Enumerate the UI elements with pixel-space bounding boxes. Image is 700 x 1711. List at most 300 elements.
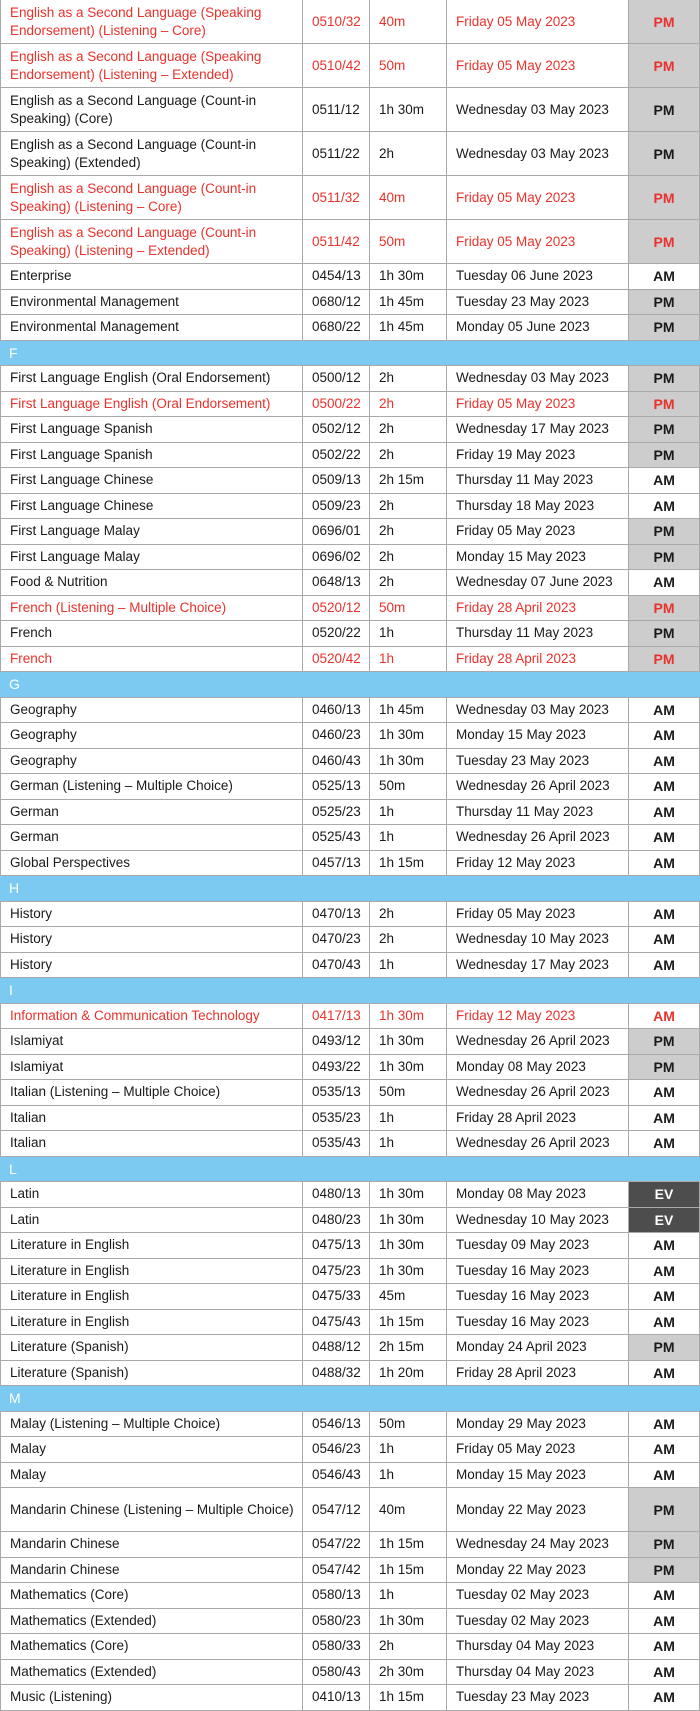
table-row xyxy=(0,88,700,132)
code-cell: 0680/22 xyxy=(303,315,370,340)
subject-cell: Geography xyxy=(0,723,303,748)
code-cell: 0580/13 xyxy=(303,1583,370,1608)
table-row xyxy=(0,519,700,545)
duration-cell: 1h xyxy=(370,825,447,850)
table-row xyxy=(0,1182,700,1208)
table-row xyxy=(0,621,700,647)
date-cell: Monday 08 May 2023 xyxy=(447,1055,629,1080)
subject-cell: First Language Malay xyxy=(0,545,303,570)
date-cell: Tuesday 06 June 2023 xyxy=(447,264,629,289)
duration-cell: 1h 30m xyxy=(370,1208,447,1233)
code-cell: 0460/23 xyxy=(303,723,370,748)
table-row xyxy=(0,1055,700,1081)
table-row xyxy=(0,176,700,220)
session-badge: AM xyxy=(629,570,700,595)
session-badge: PM xyxy=(629,417,700,442)
subject-cell: English as a Second Language (Speaking Endorsement) (Listening – Extended) xyxy=(0,44,303,87)
table-row xyxy=(0,494,700,520)
subject-cell: First Language English (Oral Endorsement) xyxy=(0,366,303,391)
table-row xyxy=(0,290,700,316)
table-row xyxy=(0,1361,700,1387)
table-row xyxy=(0,1583,700,1609)
session-badge: PM xyxy=(629,1532,700,1557)
session-badge: PM xyxy=(629,392,700,417)
session-badge: AM xyxy=(629,927,700,952)
subject-cell: Food & Nutrition xyxy=(0,570,303,595)
subject-cell: French xyxy=(0,621,303,646)
duration-cell: 50m xyxy=(370,220,447,263)
subject-cell: Malay xyxy=(0,1437,303,1462)
table-row xyxy=(0,417,700,443)
code-cell: 0546/23 xyxy=(303,1437,370,1462)
session-badge: AM xyxy=(629,1412,700,1437)
table-row xyxy=(0,1634,700,1660)
date-cell: Tuesday 23 May 2023 xyxy=(447,749,629,774)
subject-cell: Literature in English xyxy=(0,1284,303,1309)
section-header-g: G xyxy=(0,672,700,698)
code-cell: 0525/13 xyxy=(303,774,370,799)
code-cell: 0488/12 xyxy=(303,1335,370,1360)
session-badge: AM xyxy=(629,774,700,799)
date-cell: Wednesday 07 June 2023 xyxy=(447,570,629,595)
code-cell: 0520/12 xyxy=(303,596,370,621)
subject-cell: Geography xyxy=(0,698,303,723)
duration-cell: 2h xyxy=(370,417,447,442)
duration-cell: 40m xyxy=(370,0,447,43)
code-cell: 0520/42 xyxy=(303,647,370,672)
duration-cell: 50m xyxy=(370,774,447,799)
duration-cell: 2h xyxy=(370,902,447,927)
date-cell: Friday 05 May 2023 xyxy=(447,392,629,417)
session-badge: PM xyxy=(629,1488,700,1531)
session-badge: PM xyxy=(629,315,700,340)
duration-cell: 1h xyxy=(370,1131,447,1156)
session-badge: AM xyxy=(629,494,700,519)
code-cell: 0460/13 xyxy=(303,698,370,723)
code-cell: 0493/12 xyxy=(303,1029,370,1054)
session-badge: AM xyxy=(629,1106,700,1131)
duration-cell: 1h 30m xyxy=(370,264,447,289)
table-row xyxy=(0,443,700,469)
code-cell: 0535/13 xyxy=(303,1080,370,1105)
code-cell: 0520/22 xyxy=(303,621,370,646)
duration-cell: 1h xyxy=(370,1583,447,1608)
date-cell: Friday 12 May 2023 xyxy=(447,1004,629,1029)
code-cell: 0509/13 xyxy=(303,468,370,493)
duration-cell: 2h xyxy=(370,927,447,952)
session-badge: AM xyxy=(629,1583,700,1608)
duration-cell: 1h 30m xyxy=(370,749,447,774)
session-badge: PM xyxy=(629,44,700,87)
table-row xyxy=(0,1131,700,1157)
session-badge: AM xyxy=(629,953,700,978)
duration-cell: 1h 45m xyxy=(370,698,447,723)
subject-cell: English as a Second Language (Speaking Endorsement) (Listening – Core) xyxy=(0,0,303,43)
duration-cell: 50m xyxy=(370,1412,447,1437)
duration-cell: 1h xyxy=(370,1463,447,1488)
code-cell: 0696/01 xyxy=(303,519,370,544)
table-row xyxy=(0,315,700,341)
code-cell: 0511/22 xyxy=(303,132,370,175)
date-cell: Friday 28 April 2023 xyxy=(447,1361,629,1386)
date-cell: Monday 15 May 2023 xyxy=(447,545,629,570)
subject-cell: English as a Second Language (Count-in Speaking) (Core) xyxy=(0,88,303,131)
subject-cell: Italian xyxy=(0,1131,303,1156)
duration-cell: 2h xyxy=(370,545,447,570)
subject-cell: Mathematics (Extended) xyxy=(0,1660,303,1685)
date-cell: Thursday 18 May 2023 xyxy=(447,494,629,519)
subject-cell: Information & Communication Technology xyxy=(0,1004,303,1029)
session-badge: AM xyxy=(629,800,700,825)
date-cell: Monday 15 May 2023 xyxy=(447,1463,629,1488)
duration-cell: 1h 30m xyxy=(370,1609,447,1634)
date-cell: Wednesday 26 April 2023 xyxy=(447,774,629,799)
table-row xyxy=(0,927,700,953)
date-cell: Wednesday 26 April 2023 xyxy=(447,1029,629,1054)
session-badge: AM xyxy=(629,1259,700,1284)
duration-cell: 1h 30m xyxy=(370,88,447,131)
subject-cell: Italian (Listening – Multiple Choice) xyxy=(0,1080,303,1105)
date-cell: Tuesday 23 May 2023 xyxy=(447,1685,629,1710)
session-badge: AM xyxy=(629,264,700,289)
subject-cell: Islamiyat xyxy=(0,1029,303,1054)
code-cell: 0546/43 xyxy=(303,1463,370,1488)
subject-cell: First Language Malay xyxy=(0,519,303,544)
code-cell: 0535/23 xyxy=(303,1106,370,1131)
subject-cell: English as a Second Language (Count-in Speaking) (Extended) xyxy=(0,132,303,175)
session-badge: AM xyxy=(629,825,700,850)
duration-cell: 1h 15m xyxy=(370,1310,447,1335)
session-badge: PM xyxy=(629,621,700,646)
date-cell: Friday 05 May 2023 xyxy=(447,519,629,544)
subject-cell: Malay xyxy=(0,1463,303,1488)
subject-cell: Literature (Spanish) xyxy=(0,1335,303,1360)
code-cell: 0500/22 xyxy=(303,392,370,417)
session-badge: PM xyxy=(629,1055,700,1080)
subject-cell: Mandarin Chinese xyxy=(0,1532,303,1557)
table-row xyxy=(0,1412,700,1438)
table-row xyxy=(0,1660,700,1686)
date-cell: Wednesday 17 May 2023 xyxy=(447,953,629,978)
date-cell: Friday 28 April 2023 xyxy=(447,596,629,621)
date-cell: Friday 05 May 2023 xyxy=(447,1437,629,1462)
duration-cell: 2h 15m xyxy=(370,468,447,493)
code-cell: 0580/23 xyxy=(303,1609,370,1634)
table-row xyxy=(0,953,700,979)
table-row xyxy=(0,1609,700,1635)
date-cell: Monday 22 May 2023 xyxy=(447,1558,629,1583)
duration-cell: 1h xyxy=(370,621,447,646)
table-row xyxy=(0,1310,700,1336)
date-cell: Wednesday 03 May 2023 xyxy=(447,698,629,723)
date-cell: Thursday 11 May 2023 xyxy=(447,800,629,825)
date-cell: Tuesday 02 May 2023 xyxy=(447,1583,629,1608)
code-cell: 0546/13 xyxy=(303,1412,370,1437)
date-cell: Wednesday 26 April 2023 xyxy=(447,1080,629,1105)
table-row xyxy=(0,1488,700,1532)
subject-cell: Mandarin Chinese (Listening – Multiple Choice) xyxy=(0,1488,303,1531)
session-badge: PM xyxy=(629,0,700,43)
subject-cell: Geography xyxy=(0,749,303,774)
session-badge: PM xyxy=(629,1558,700,1583)
subject-cell: French (Listening – Multiple Choice) xyxy=(0,596,303,621)
session-badge: AM xyxy=(629,902,700,927)
date-cell: Friday 05 May 2023 xyxy=(447,176,629,219)
subject-cell: First Language Spanish xyxy=(0,417,303,442)
subject-cell: Islamiyat xyxy=(0,1055,303,1080)
session-badge: PM xyxy=(629,519,700,544)
session-badge: PM xyxy=(629,290,700,315)
session-badge: AM xyxy=(629,1233,700,1258)
duration-cell: 2h xyxy=(370,132,447,175)
duration-cell: 2h 30m xyxy=(370,1660,447,1685)
subject-cell: French xyxy=(0,647,303,672)
date-cell: Monday 08 May 2023 xyxy=(447,1182,629,1207)
section-header-m: M xyxy=(0,1386,700,1412)
table-row xyxy=(0,1437,700,1463)
code-cell: 0525/23 xyxy=(303,800,370,825)
date-cell: Wednesday 17 May 2023 xyxy=(447,417,629,442)
date-cell: Thursday 11 May 2023 xyxy=(447,621,629,646)
duration-cell: 1h 30m xyxy=(370,1259,447,1284)
session-badge: AM xyxy=(629,851,700,876)
date-cell: Monday 22 May 2023 xyxy=(447,1488,629,1531)
subject-cell: Music (Listening) xyxy=(0,1685,303,1710)
duration-cell: 2h xyxy=(370,494,447,519)
code-cell: 0547/12 xyxy=(303,1488,370,1531)
code-cell: 0511/42 xyxy=(303,220,370,263)
code-cell: 0509/23 xyxy=(303,494,370,519)
table-row xyxy=(0,44,700,88)
duration-cell: 1h 15m xyxy=(370,1685,447,1710)
code-cell: 0502/12 xyxy=(303,417,370,442)
table-row xyxy=(0,698,700,724)
duration-cell: 50m xyxy=(370,44,447,87)
table-row xyxy=(0,596,700,622)
session-badge: AM xyxy=(629,1131,700,1156)
session-badge: PM xyxy=(629,1029,700,1054)
table-row xyxy=(0,902,700,928)
duration-cell: 1h 15m xyxy=(370,1558,447,1583)
date-cell: Friday 05 May 2023 xyxy=(447,44,629,87)
session-badge: AM xyxy=(629,1361,700,1386)
subject-cell: English as a Second Language (Count-in Speaking) (Listening – Core) xyxy=(0,176,303,219)
code-cell: 0510/32 xyxy=(303,0,370,43)
code-cell: 0696/02 xyxy=(303,545,370,570)
subject-cell: Mathematics (Core) xyxy=(0,1634,303,1659)
duration-cell: 40m xyxy=(370,1488,447,1531)
session-badge: PM xyxy=(629,88,700,131)
code-cell: 0500/12 xyxy=(303,366,370,391)
duration-cell: 1h 15m xyxy=(370,1532,447,1557)
session-badge: AM xyxy=(629,1004,700,1029)
duration-cell: 1h xyxy=(370,647,447,672)
subject-cell: History xyxy=(0,902,303,927)
table-row xyxy=(0,545,700,571)
date-cell: Tuesday 16 May 2023 xyxy=(447,1259,629,1284)
subject-cell: History xyxy=(0,927,303,952)
duration-cell: 1h 20m xyxy=(370,1361,447,1386)
table-row xyxy=(0,1208,700,1234)
subject-cell: Environmental Management xyxy=(0,315,303,340)
session-badge: PM xyxy=(629,443,700,468)
table-row xyxy=(0,264,700,290)
date-cell: Friday 28 April 2023 xyxy=(447,647,629,672)
date-cell: Tuesday 23 May 2023 xyxy=(447,290,629,315)
code-cell: 0511/12 xyxy=(303,88,370,131)
code-cell: 0535/43 xyxy=(303,1131,370,1156)
subject-cell: Literature in English xyxy=(0,1233,303,1258)
date-cell: Thursday 04 May 2023 xyxy=(447,1660,629,1685)
session-badge: AM xyxy=(629,1437,700,1462)
session-badge: AM xyxy=(629,1660,700,1685)
table-row xyxy=(0,774,700,800)
duration-cell: 1h 30m xyxy=(370,1233,447,1258)
code-cell: 0502/22 xyxy=(303,443,370,468)
session-badge: AM xyxy=(629,1080,700,1105)
date-cell: Monday 05 June 2023 xyxy=(447,315,629,340)
session-badge: AM xyxy=(629,1310,700,1335)
table-row xyxy=(0,1004,700,1030)
session-badge: PM xyxy=(629,366,700,391)
subject-cell: Literature in English xyxy=(0,1310,303,1335)
date-cell: Wednesday 03 May 2023 xyxy=(447,366,629,391)
subject-cell: Latin xyxy=(0,1182,303,1207)
code-cell: 0475/33 xyxy=(303,1284,370,1309)
date-cell: Wednesday 03 May 2023 xyxy=(447,88,629,131)
duration-cell: 1h xyxy=(370,1437,447,1462)
duration-cell: 1h 30m xyxy=(370,723,447,748)
table-row xyxy=(0,800,700,826)
table-row xyxy=(0,1233,700,1259)
duration-cell: 1h 15m xyxy=(370,851,447,876)
code-cell: 0680/12 xyxy=(303,290,370,315)
duration-cell: 1h xyxy=(370,1106,447,1131)
table-row xyxy=(0,749,700,775)
subject-cell: German xyxy=(0,825,303,850)
subject-cell: Mathematics (Core) xyxy=(0,1583,303,1608)
duration-cell: 2h xyxy=(370,1634,447,1659)
table-row xyxy=(0,1335,700,1361)
code-cell: 0480/13 xyxy=(303,1182,370,1207)
date-cell: Wednesday 03 May 2023 xyxy=(447,132,629,175)
section-header-l: L xyxy=(0,1157,700,1183)
table-row xyxy=(0,825,700,851)
subject-cell: Mandarin Chinese xyxy=(0,1558,303,1583)
date-cell: Tuesday 16 May 2023 xyxy=(447,1310,629,1335)
duration-cell: 40m xyxy=(370,176,447,219)
table-row xyxy=(0,647,700,673)
subject-cell: Literature in English xyxy=(0,1259,303,1284)
date-cell: Monday 29 May 2023 xyxy=(447,1412,629,1437)
code-cell: 0475/23 xyxy=(303,1259,370,1284)
code-cell: 0510/42 xyxy=(303,44,370,87)
code-cell: 0470/13 xyxy=(303,902,370,927)
session-badge: AM xyxy=(629,723,700,748)
session-badge: AM xyxy=(629,1634,700,1659)
table-row xyxy=(0,1463,700,1489)
date-cell: Monday 24 April 2023 xyxy=(447,1335,629,1360)
duration-cell: 1h 30m xyxy=(370,1029,447,1054)
subject-cell: English as a Second Language (Count-in Speaking) (Listening – Extended) xyxy=(0,220,303,263)
duration-cell: 2h xyxy=(370,366,447,391)
duration-cell: 1h 30m xyxy=(370,1182,447,1207)
subject-cell: First Language Chinese xyxy=(0,468,303,493)
session-badge: AM xyxy=(629,698,700,723)
date-cell: Tuesday 16 May 2023 xyxy=(447,1284,629,1309)
code-cell: 0410/13 xyxy=(303,1685,370,1710)
table-row xyxy=(0,1532,700,1558)
duration-cell: 1h 45m xyxy=(370,315,447,340)
date-cell: Friday 19 May 2023 xyxy=(447,443,629,468)
table-row xyxy=(0,1558,700,1584)
code-cell: 0580/33 xyxy=(303,1634,370,1659)
date-cell: Friday 05 May 2023 xyxy=(447,220,629,263)
duration-cell: 50m xyxy=(370,1080,447,1105)
table-row xyxy=(0,220,700,264)
date-cell: Wednesday 10 May 2023 xyxy=(447,1208,629,1233)
duration-cell: 2h xyxy=(370,392,447,417)
date-cell: Thursday 04 May 2023 xyxy=(447,1634,629,1659)
session-badge: EV xyxy=(629,1208,700,1233)
subject-cell: German xyxy=(0,800,303,825)
session-badge: PM xyxy=(629,647,700,672)
table-row xyxy=(0,366,700,392)
duration-cell: 2h 15m xyxy=(370,1335,447,1360)
table-row xyxy=(0,1284,700,1310)
code-cell: 0470/23 xyxy=(303,927,370,952)
table-row xyxy=(0,1080,700,1106)
table-row xyxy=(0,468,700,494)
date-cell: Monday 15 May 2023 xyxy=(447,723,629,748)
table-row xyxy=(0,851,700,877)
subject-cell: Mathematics (Extended) xyxy=(0,1609,303,1634)
session-badge: PM xyxy=(629,596,700,621)
date-cell: Wednesday 26 April 2023 xyxy=(447,1131,629,1156)
date-cell: Friday 12 May 2023 xyxy=(447,851,629,876)
subject-cell: Environmental Management xyxy=(0,290,303,315)
subject-cell: Italian xyxy=(0,1106,303,1131)
table-row xyxy=(0,570,700,596)
table-row xyxy=(0,1259,700,1285)
code-cell: 0457/13 xyxy=(303,851,370,876)
duration-cell: 1h 45m xyxy=(370,290,447,315)
duration-cell: 1h xyxy=(370,953,447,978)
duration-cell: 1h xyxy=(370,800,447,825)
session-badge: PM xyxy=(629,1335,700,1360)
subject-cell: First Language Spanish xyxy=(0,443,303,468)
session-badge: AM xyxy=(629,468,700,493)
code-cell: 0475/13 xyxy=(303,1233,370,1258)
table-row xyxy=(0,1685,700,1711)
code-cell: 0417/13 xyxy=(303,1004,370,1029)
subject-cell: Latin xyxy=(0,1208,303,1233)
code-cell: 0547/22 xyxy=(303,1532,370,1557)
code-cell: 0525/43 xyxy=(303,825,370,850)
table-row xyxy=(0,1029,700,1055)
session-badge: AM xyxy=(629,749,700,774)
section-header-i: I xyxy=(0,978,700,1004)
code-cell: 0511/32 xyxy=(303,176,370,219)
section-header-h: H xyxy=(0,876,700,902)
session-badge: AM xyxy=(629,1609,700,1634)
code-cell: 0475/43 xyxy=(303,1310,370,1335)
duration-cell: 50m xyxy=(370,596,447,621)
date-cell: Wednesday 26 April 2023 xyxy=(447,825,629,850)
code-cell: 0488/32 xyxy=(303,1361,370,1386)
table-row xyxy=(0,132,700,176)
code-cell: 0480/23 xyxy=(303,1208,370,1233)
